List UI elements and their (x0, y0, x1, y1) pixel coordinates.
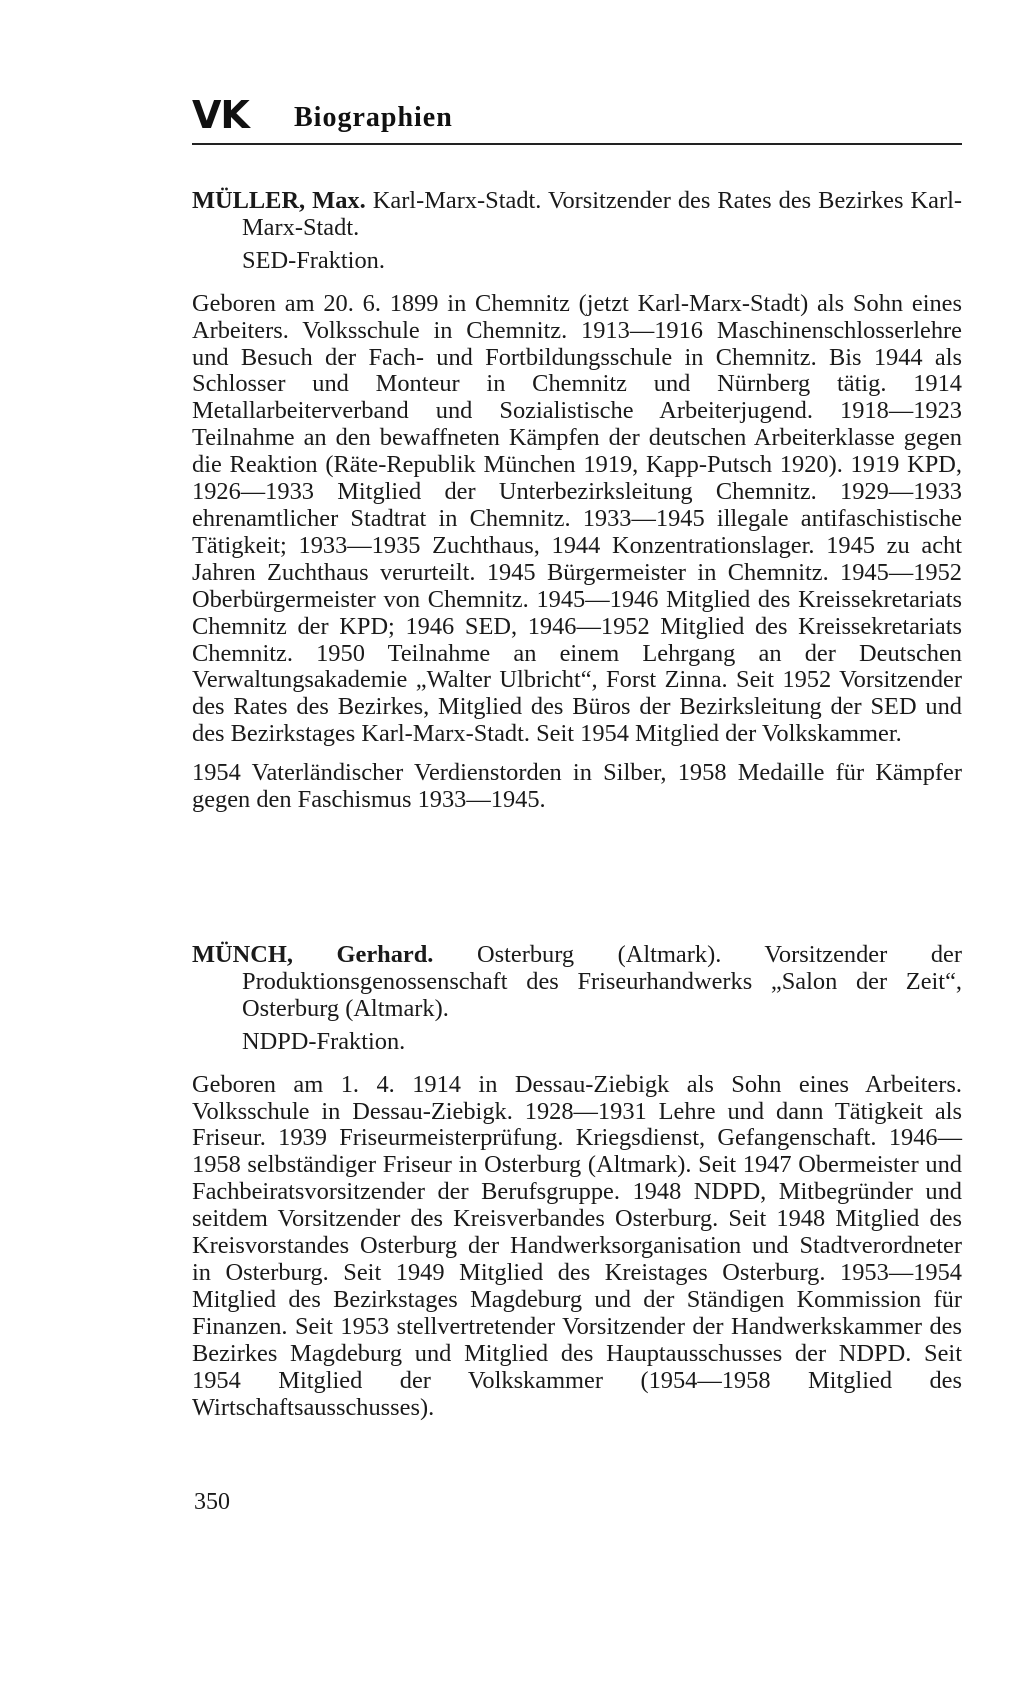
entry-name: MÜLLER, Max. (192, 187, 366, 214)
entry-description: Osterburg (Altmark). Vorsitzender der Produktionsgenossenschaft des Friseurhandwerks „Salon der Zeit“, Osterburg (Altmark). (242, 941, 962, 1022)
entry-biography: Geboren am 20. 6. 1899 in Chemnitz (jetzt Karl-Marx-Stadt) als Sohn eines Arbeiters. Volksschule in Chemnitz. 1913—1916 Maschinenschlosserlehre und Besuch der Fach- und Fortbildungsschule in Chemnitz. Bis 1944 als Schlosser und Monteur in Chemnitz und Nürnberg tätig. 1914 Metallarbeiterverband und Sozialistische Arbeiterjugend. 1918—1923 Teilnahme an den bewaffneten Kämpfen der deutschen Arbeiterklasse gegen die Reaktion (Räte-Republik München 1919, Kapp-Putsch 1920). 1919 KPD, 1926—1933 Mitglied der Unterbezirksleitung Chemnitz. 1929—1933 ehrenamtlicher Stadtrat in Chemnitz. 1933—1945 illegale antifaschistische Tätigkeit; 1933—1935 Zuchthaus, 1944 Konzentrationslager. 1945 zu acht Jahren Zuchthaus verurteilt. 1945 Bürgermeister in Chemnitz. 1945—1952 Oberbürgermeister von Chemnitz. 1945—1946 Mitglied des Kreissekretariats Chemnitz der KPD; 1946 SED, 1946—1952 Mitglied des Kreissekretariats Chemnitz. 1950 Teilnahme an einem Lehrgang an der Deutschen Verwaltungsakademie „Walter Ulbricht“, Forst Zinna. Seit 1952 Vorsitzender des Rates des Bezirkes, Mitglied des Büros der Bezirksleitung der SED und des Bezirkstages Karl-Marx-Stadt. Seit 1954 Mitglied der Volkskammer. (192, 289, 962, 748)
entry-heading (192, 942, 962, 1023)
entry-heading (192, 188, 962, 242)
entry-description: Karl-Marx-Stadt. Vorsitzender des Rates des Bezirkes Karl-Marx-Stadt. (242, 187, 962, 241)
header-divider (192, 143, 962, 145)
biography-entry-mueller (192, 188, 962, 814)
entry-name: MÜNCH, Gerhard. (192, 941, 434, 968)
vk-logo: VK (192, 93, 249, 137)
page-header (192, 92, 962, 142)
entry-fraction: NDPD-Fraktion. (242, 1027, 406, 1055)
entry-biography: Geboren am 1. 4. 1914 in Dessau-Ziebigk als Sohn eines Arbeiters. Volksschule in Dessau-Ziebigk. 1928—1931 Lehre und dann Tätigkeit als Friseur. 1939 Friseurmeisterprüfung. Kriegsdienst, Gefangenschaft. 1946—1958 selbständiger Friseur in Osterburg (Altmark). Seit 1947 Obermeister und Fachbeiratsvorsitzender der Berufsgruppe. 1948 NDPD, Mitbegründer und seitdem Vorsitzender des Kreisverbandes Osterburg. Seit 1948 Mitglied des Kreisvorstandes Osterburg der Handwerksorganisation und Stadtverordneter in Osterburg. Seit 1949 Mitglied des Kreistages Osterburg. 1953—1954 Mitglied des Bezirkstages Magdeburg und der Ständigen Kommission für Finanzen. Seit 1953 stellvertretender Vorsitzender der Handwerkskammer des Bezirkes Magdeburg und Mitglied des Hauptausschusses der NDPD. Seit 1954 Mitglied der Volkskammer (1954—1958 Mitglied des Wirtschaftsausschusses). (192, 1070, 962, 1421)
entry-fraction: SED-Fraktion. (242, 246, 385, 274)
page-number: 350 (194, 1489, 230, 1515)
section-title: Biographien (294, 102, 453, 133)
biography-entry-muench (192, 942, 962, 1421)
entry-awards: 1954 Vaterländischer Verdienstorden in Silber, 1958 Medaille für Kämpfer gegen den Faschismus 1933—1945. (192, 759, 962, 814)
